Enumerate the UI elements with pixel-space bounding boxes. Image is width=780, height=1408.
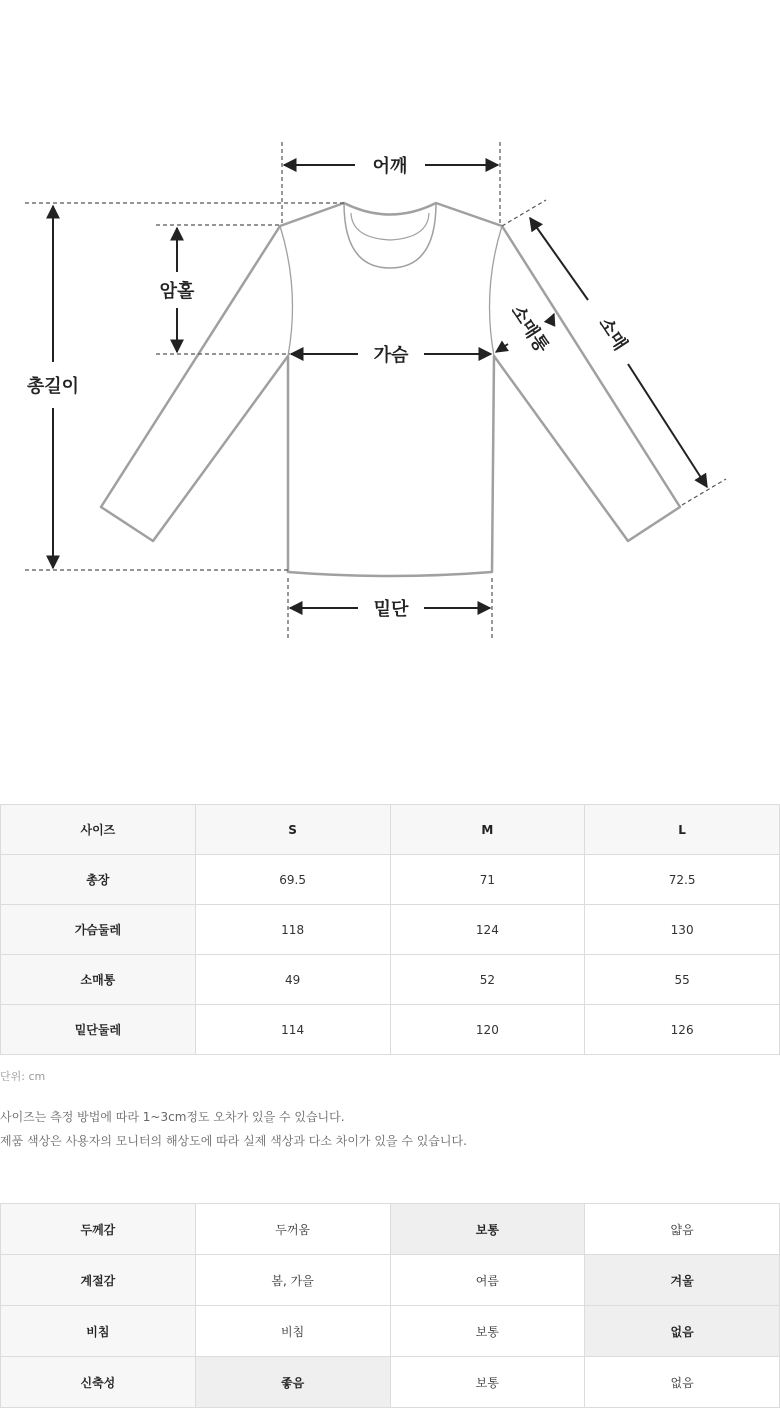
table-cell: 52 xyxy=(390,955,585,1005)
row-label: 비침 xyxy=(1,1306,196,1357)
option-cell: 봄, 가을 xyxy=(195,1255,390,1306)
guide-lines xyxy=(25,142,726,638)
row-label: 밑단둘레 xyxy=(1,1005,196,1055)
option-cell: 여름 xyxy=(390,1255,585,1306)
size-table xyxy=(0,804,780,1055)
armhole-label: 암홀 xyxy=(159,281,195,302)
option-cell: 보통 xyxy=(390,1357,585,1408)
hem-label: 밑단 xyxy=(373,599,409,620)
sleeve-width-label: 소매통 xyxy=(506,301,553,357)
option-cell: 얇음 xyxy=(585,1204,780,1255)
option-cell: 두꺼움 xyxy=(195,1204,390,1255)
table-cell: 124 xyxy=(390,905,585,955)
size-diagram xyxy=(0,0,780,700)
size-header-cell: 사이즈 xyxy=(1,805,196,855)
row-label: 계절감 xyxy=(1,1255,196,1306)
option-cell-selected: 겨울 xyxy=(585,1255,780,1306)
row-label: 소매통 xyxy=(1,955,196,1005)
size-disclaimer: 사이즈는 측정 방법에 따라 1~3cm정도 오차가 있을 수 있습니다. xyxy=(0,1110,345,1124)
chest-label: 가슴 xyxy=(373,345,409,366)
row-label: 두께감 xyxy=(1,1204,196,1255)
size-header-l: L xyxy=(585,805,780,855)
table-cell: 71 xyxy=(390,855,585,905)
sleeve-dimension xyxy=(530,218,707,487)
row-label: 총장 xyxy=(1,855,196,905)
size-header-m: M xyxy=(390,805,585,855)
table-row xyxy=(1,855,780,905)
table-cell: 69.5 xyxy=(195,855,390,905)
table-row xyxy=(1,1204,780,1255)
table-row xyxy=(1,1357,780,1408)
table-cell: 118 xyxy=(195,905,390,955)
option-cell-selected: 없음 xyxy=(585,1306,780,1357)
total-length-label: 총길이 xyxy=(26,376,80,397)
option-cell: 비침 xyxy=(195,1306,390,1357)
row-label: 신축성 xyxy=(1,1357,196,1408)
color-disclaimer: 제품 색상은 사용자의 모니터의 해상도에 따라 실제 색상과 다소 차이가 있을 수 있습니다. xyxy=(0,1134,467,1148)
table-row xyxy=(1,1255,780,1306)
table-cell: 130 xyxy=(585,905,780,955)
table-row xyxy=(1,1005,780,1055)
fabric-table xyxy=(0,1203,780,1408)
table-cell: 114 xyxy=(195,1005,390,1055)
table-cell: 120 xyxy=(390,1005,585,1055)
garment-outline xyxy=(101,203,680,576)
option-cell: 보통 xyxy=(390,1306,585,1357)
option-cell: 없음 xyxy=(585,1357,780,1408)
table-cell: 49 xyxy=(195,955,390,1005)
row-label: 가슴둘레 xyxy=(1,905,196,955)
table-row xyxy=(1,1306,780,1357)
size-header-s: S xyxy=(195,805,390,855)
table-cell: 55 xyxy=(585,955,780,1005)
table-row xyxy=(1,905,780,955)
table-cell: 126 xyxy=(585,1005,780,1055)
shoulder-label: 어깨 xyxy=(372,156,408,177)
table-cell: 72.5 xyxy=(585,855,780,905)
option-cell-selected: 좋음 xyxy=(195,1357,390,1408)
sleeve-label: 소매 xyxy=(594,313,631,355)
option-cell-selected: 보통 xyxy=(390,1204,585,1255)
table-row xyxy=(1,955,780,1005)
unit-note: 단위: cm xyxy=(0,1070,46,1083)
size-table-header-row xyxy=(1,805,780,855)
